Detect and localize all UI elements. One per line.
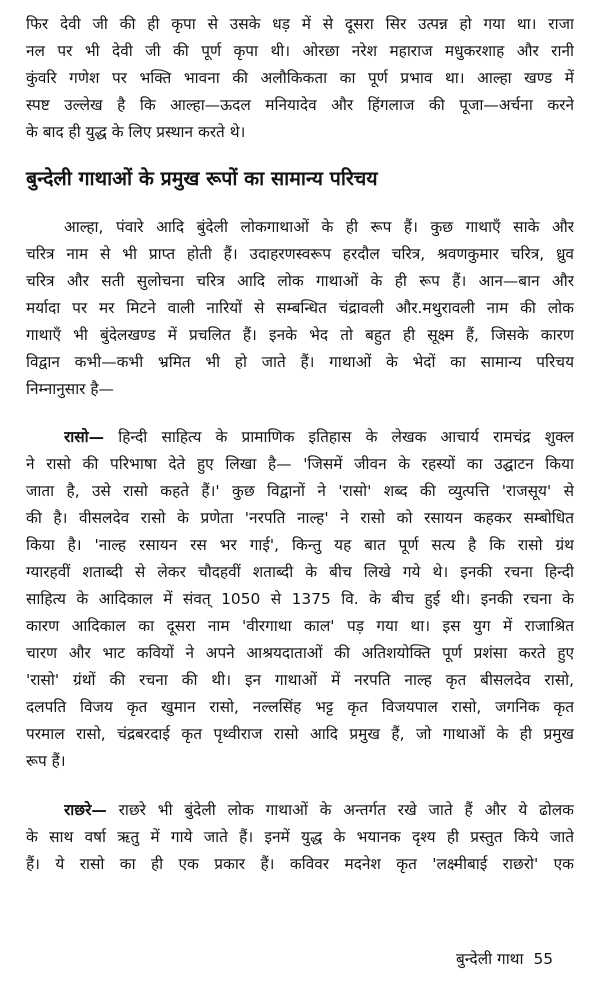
section-heading: बुन्देली गाथाओं के प्रमुख रूपों का सामान्य परिचय xyxy=(26,167,378,190)
raso-line: जाता है, उसे रासो कहते हैं।' कुछ विद्वानों ने 'रासो' शब्द की व्युत्पत्ति 'राजसूय' से xyxy=(26,482,574,500)
raso-line: किया है। 'नाल्ह रसायन रस भर गाई', किन्तु यह बात पूर्ण सत्य है कि रासो ग्रंथ xyxy=(26,536,574,554)
raso-line: कारण आदिकाल का दूसरा नाम 'वीरगाथा काल' पड़ गया था। इस युग में राजाश्रित xyxy=(26,617,574,635)
paragraph-line: चरित्र और सती सुलोचना चरित्र आदि लोक गाथाओं के ही रूप हैं। आन—बान और xyxy=(26,272,574,290)
raso-line: परमाल रासो, चंद्रबरदाई कृत पृथ्वीराज रासो आदि प्रमुख हैं, जो गाथाओं के ही प्रमुख xyxy=(26,725,574,743)
raso-term: रासो— xyxy=(64,428,105,446)
paragraph-line: आल्हा, पंवारे आदि बुंदेली लोकगाथाओं के ही रूप हैं। कुछ गाथाएँ साके और xyxy=(64,218,574,236)
raso-line: दलपति विजय कृत खुमान रासो, नल्लसिंह भट्ट कृत विजयपाल रासो, जगनिक कृत xyxy=(26,698,574,716)
raso-line: चारण और भाट कवियों ने अपने आश्रयदाताओं की अतिशयोक्ति पूर्ण प्रशंसा करते हुए xyxy=(26,644,574,662)
page-footer xyxy=(456,948,586,970)
rachhre-line: के साथ वर्षा ऋतु में गाये जाते हैं। इनमें युद्ध के भयानक दृश्य ही प्रस्तुत किये जाते xyxy=(26,828,574,846)
raso-line: ग्यारहवीं शताब्दी से लेकर चौदहवीं शताब्दी के बीच लिखे गये थे। इनकी रचना हिन्दी xyxy=(26,563,574,581)
book-title: बुन्देली गाथा xyxy=(456,950,524,968)
raso-line: साहित्य के आदिकाल में संवत् 1050 से 1375 वि. के बीच हुई थी। इनकी रचना के xyxy=(26,590,574,608)
paragraph-line: गाथाएँ भी बुंदेलखण्ड में प्रचलित हैं। इनके भेद तो बहुत ही सूक्ष्म हैं, जिसके कारण xyxy=(26,326,574,344)
paragraph-line: चरित्र नाम से भी प्राप्त होती हैं। उदाहरणस्वरूप हरदौल चरित्र, श्रवणकुमार चरित्र, ध्रुव xyxy=(26,245,574,263)
intro-line: स्पष्ट उल्लेख है कि आल्हा—ऊदल मनियादेव और हिंगलाज की पूजा—अर्चना करने xyxy=(26,96,574,114)
intro-line: नल पर भी देवी जी की पूर्ण कृपा थी। ओरछा नरेश महाराज मधुकरशाह और रानी xyxy=(26,42,574,60)
intro-line: के बाद ही युद्ध के लिए प्रस्थान करते थे। xyxy=(26,123,246,141)
rachhre-first-line xyxy=(64,799,574,821)
raso-line: 'रासो' ग्रंथों की रचना की थी। इन गाथाओं में नरपति नाल्ह कृत बीसलदेव रासो, xyxy=(26,671,574,689)
paragraph-line: विद्वान कभी—कभी भ्रमित भी हो जाते हैं। गाथाओं के भेदों का सामान्य परिचय xyxy=(26,353,574,371)
intro-line: फिर देवी जी की ही कृपा से उसके धड़ में से दूसरा सिर उत्पन्न हो गया था। राजा xyxy=(26,15,574,33)
rachhre-line: हैं। ये रासो का ही एक प्रकार हैं। कविवर मदनेश कृत 'लक्ष्मीबाई राछरो' एक xyxy=(26,855,574,873)
rachhre-first-line-text: राछरे भी बुंदेली लोक गाथाओं के अन्तर्गत रखे जाते हैं और ये ढोलक xyxy=(106,801,574,819)
raso-line: रूप हैं। xyxy=(26,752,66,770)
raso-line: ने रासो की परिभाषा देते हुए लिखा है— 'जिसमें जीवन के रहस्यों का उद्घाटन किया xyxy=(26,455,574,473)
raso-line: की है। वीसलदेव रासो के प्रणेता 'नरपति नाल्ह' ने रासो को रसायन कहकर सम्बोधित xyxy=(26,509,574,527)
paragraph-line: निम्नानुसार है— xyxy=(26,380,114,398)
raso-first-line-text: हिन्दी साहित्य के प्रामाणिक इतिहास के लेखक आचार्य रामचंद्र शुक्ल xyxy=(104,428,574,446)
paragraph-line: मर्यादा पर मर मिटने वाली नारियों से सम्बन्धित चंद्रावली और.मथुरावली नाम की लोक xyxy=(26,299,574,317)
intro-line: कुंवरि गणेश पर भक्ति भावना की अलौकिकता का पूर्ण प्रभाव था। आल्हा खण्ड में xyxy=(26,69,574,87)
page-number: 55 xyxy=(533,950,554,968)
raso-first-line xyxy=(64,426,574,448)
rachhre-term: राछरे— xyxy=(64,801,107,819)
